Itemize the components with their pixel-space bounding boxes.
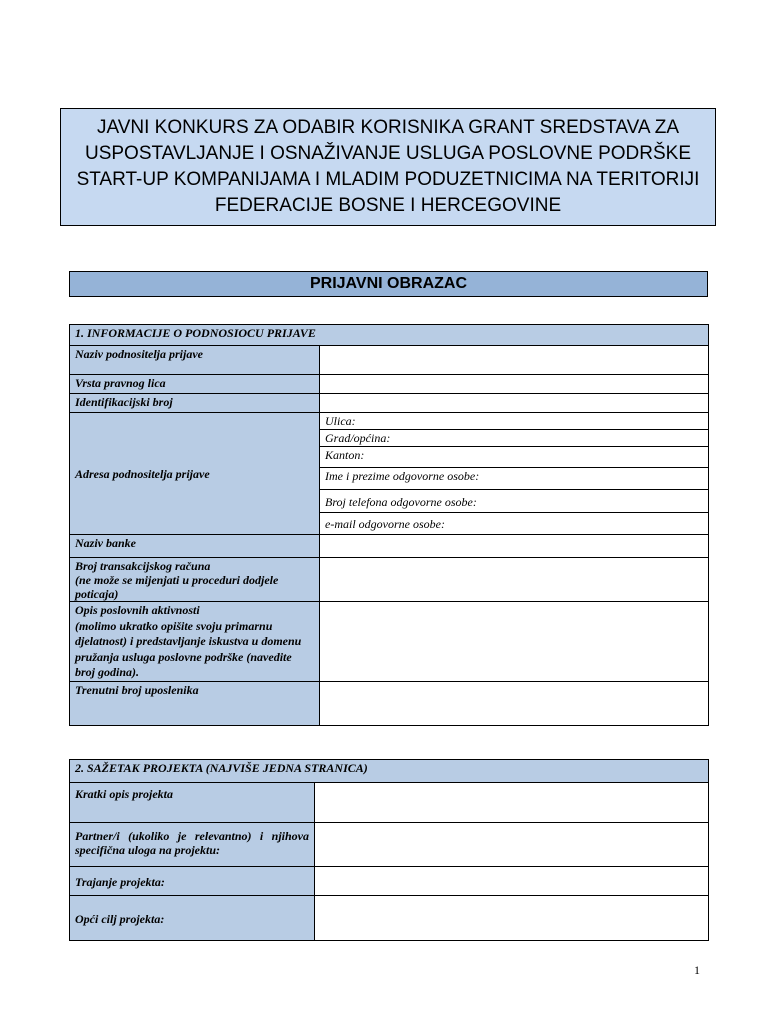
label-duration: Trajanje projekta:	[70, 867, 315, 896]
field-id-number[interactable]	[320, 394, 709, 413]
label-general-goal: Opći cilj projekta:	[70, 896, 315, 941]
field-canton[interactable]: Kanton:	[320, 447, 709, 468]
form-title: PRIJAVNI OBRAZAC	[309, 275, 468, 292]
label-account-number	[70, 558, 320, 602]
label-account-number-note: (ne može se mijenjati u proceduri dodjele poticaja)	[75, 573, 279, 601]
field-responsible-phone[interactable]: Broj telefona odgovorne osobe:	[320, 490, 709, 513]
field-short-description[interactable]	[315, 783, 709, 823]
field-general-goal[interactable]	[315, 896, 709, 941]
label-short-description: Kratki opis projekta	[70, 783, 315, 823]
page-number: 1	[694, 963, 700, 977]
field-legal-entity-type[interactable]	[320, 375, 709, 394]
field-responsible-person[interactable]: Ime i prezime odgovorne osobe:	[320, 468, 709, 490]
form-title-banner	[69, 271, 708, 297]
label-employee-count: Trenutni broj uposlenika	[70, 682, 320, 726]
field-street[interactable]: Ulica:	[320, 413, 709, 430]
field-city[interactable]: Grad/općina:	[320, 430, 709, 447]
label-legal-entity-type: Vrsta pravnog lica	[70, 375, 320, 394]
field-account-number[interactable]	[320, 558, 709, 602]
label-applicant-name: Naziv podnositelja prijave	[70, 346, 320, 375]
label-business-activities-note: (molimo ukratko opišite svoju primarnu djelatnost) i predstavljanje iskustva u domenu pružanja usluga poslovne podrške (navedite broj godina).	[75, 618, 302, 679]
field-responsible-email[interactable]: e-mail odgovorne osobe:	[320, 513, 709, 535]
field-bank-name[interactable]	[320, 535, 709, 558]
section1-heading: 1. INFORMACIJE O PODNOSIOCU PRIJAVE	[70, 325, 709, 346]
field-employee-count[interactable]	[320, 682, 709, 726]
field-business-activities[interactable]	[320, 602, 709, 682]
field-applicant-name[interactable]	[320, 346, 709, 375]
document-title-box	[60, 108, 716, 226]
field-partners[interactable]	[315, 823, 709, 867]
label-business-activities-text: Opis poslovnih aktivnosti	[75, 603, 200, 617]
label-business-activities	[70, 602, 320, 682]
project-summary-table	[69, 759, 709, 941]
section2-heading: 2. SAŽETAK PROJEKTA (NAJVIŠE JEDNA STRANICA)	[70, 760, 709, 783]
label-address: Adresa podnositelja prijave	[70, 413, 320, 535]
document-title: JAVNI KONKURS ZA ODABIR KORISNIKA GRANT SREDSTAVA ZA USPOSTAVLJANJE I OSNAŽIVANJE USLUGA POSLOVNE PODRŠKE START-UP KOMPANIJAMA I MLADIM PODUZETNICIMA NA TERITORIJI FEDERACIJE BOSNE I HERCEGOVINE	[76, 117, 700, 216]
label-partners: Partner/i (ukoliko je relevantno) i njihova specifična uloga na projektu:	[70, 823, 315, 867]
label-id-number: Identifikacijski broj	[70, 394, 320, 413]
field-duration[interactable]	[315, 867, 709, 896]
label-bank-name: Naziv banke	[70, 535, 320, 558]
label-account-number-text: Broj transakcijskog računa	[75, 559, 211, 573]
applicant-info-table	[69, 324, 709, 726]
